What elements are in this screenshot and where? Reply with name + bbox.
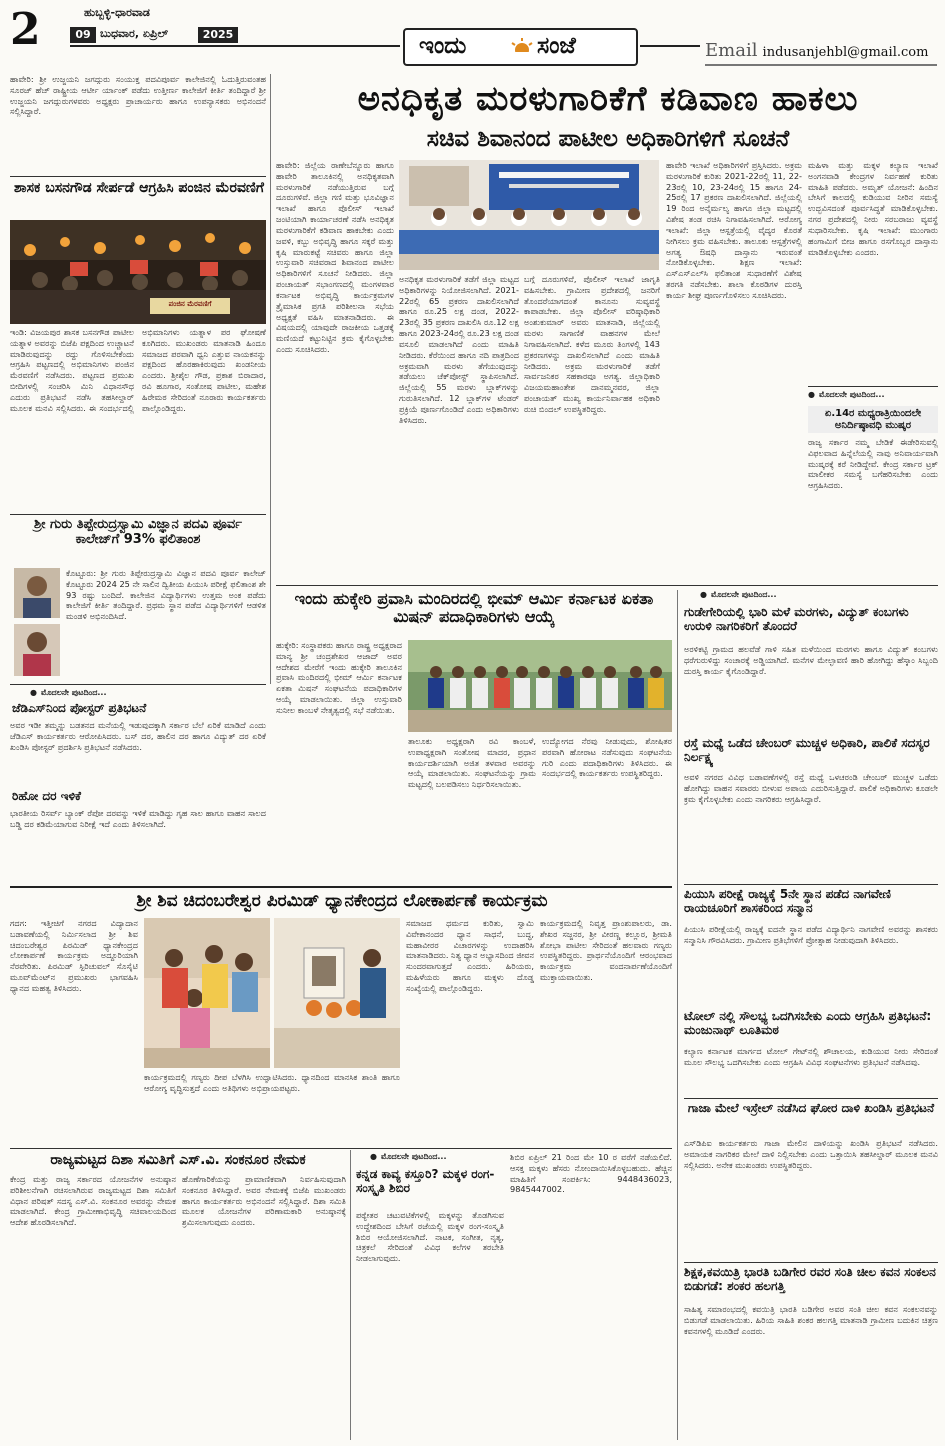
edition-label: ಹುಬ್ಬಳ್ಳಿ-ಧಾರವಾಡ [84,6,150,19]
column-divider [677,590,678,1440]
student-photo-2 [14,624,60,676]
toll-headline: ಟೋಲ್ ನಲ್ಲಿ ಸೌಲಭ್ಯ ಒದಗಿಸಬೇಕು ಎಂದು ಆಗ್ರಹಿಸಿ ಪ್ರತಿಭಟನೆ: ಮಂಜುನಾಥ್ ಲೂತಿಮಠ [684,1009,932,1037]
photo-banner-text: ಪಂಜಿನ ಮೆರವಣಿಗೆ [168,300,212,308]
strike-tag: ● ಮೊದಲನೇ ಪುಟದಿಂದ... [808,390,938,400]
header-rule-right [640,45,700,47]
sankanur-headline: ರಾಜ್ಯಮಟ್ಟದ ದಿಶಾ ಸಮಿತಿಗೆ ಎಸ್.ವಿ. ಸಂಕನೂರ ನೇಮಕ [50,1152,306,1168]
college-result-body: ಕೊಟ್ಟೂರು: ಶ್ರೀ ಗುರು ತಿಪ್ಪೇರುದ್ರಸ್ವಾಮಿ ವಿಜ್ಞಾನ ಪದವಿ ಪೂರ್ವ ಕಾಲೇಜ್ ಕೊಟ್ಟೂರು 2024 25 ನೇ ಸಾಲಿನ ದ್ವಿತೀಯ ಪಿಯುಸಿ ಪರೀಕ್ಷೆ ಫಲಿತಾಂಶ ಶೇ 93 ರಷ್ಟು ಬಂದಿದೆ. ಕಾಲೇಜಿನ ವಿದ್ಯಾರ್ಥಿಗಳು ಉತ್ತಮ ಅಂಕ ಪಡೆದು ಕಾಲೇಜಿಗೆ ಕೀರ್ತಿ ತಂದಿದ್ದಾರೆ. ಪ್ರಥಮ ಸ್ಥಾನ ಪಡೆದ ವಿದ್ಯಾರ್ಥಿಗಳಿಗೆ ಆಡಳಿತ ಮಂಡಳಿ ಅಭಿನಂದಿಸಿದೆ. [66,568,266,622]
rule [684,1262,938,1263]
torch-rally-photo [10,220,266,324]
lead-col-2: ಅನಧಿಕೃತ ಮರಳುಗಾರಿಕೆ ತಡೆಗೆ ಜಿಲ್ಲಾ ಮಟ್ಟದ ಅಧಿಕಾರಿಗಳನ್ನು ನಿಯೋಜಿಸಲಾಗಿದೆ. 2021-22ರಲ್ಲಿ 65 ಪ್ರಕರಣ ದಾಖಲಿಸಲಾಗಿದೆ ಹಾಗೂ ರೂ.25 ಲಕ್ಷ ದಂಡ, 2022-23ರಲ್ಲಿ 35 ಪ್ರಕರಣ ದಾಖಲಿಸಿ ರೂ.12 ಲಕ್ಷ ಹಾಗೂ 2023-24ರಲ್ಲಿ ರೂ.23 ಲಕ್ಷ ದಂಡ ವಸೂಲಿ ಮಾಡಲಾಗಿದೆ ಎಂದು ಮಾಹಿತಿ ನೀಡಿದರು. ಕೆರೆಯಿಂದ ಹಾಗೂ ನದಿ ಪಾತ್ರದಿಂದ ಅಕ್ರಮವಾಗಿ ಮರಳು ತೆಗೆಯುವುದನ್ನು ತಡೆಯಲು ಚೆಕ್‌ಪೋಸ್ಟ್ ಸ್ಥಾಪಿಸಲಾಗಿದೆ. ಜಿಲ್ಲೆಯಲ್ಲಿ 55 ಮರಳು ಬ್ಲಾಕ್‌ಗಳನ್ನು ಗುರುತಿಸಲಾಗಿದೆ. 12 ಬ್ಲಾಕ್‌ಗಳ ಟೆಂಡರ್ ಪ್ರಕ್ರಿಯೆ ಪೂರ್ಣಗೊಂಡಿದೆ ಎಂದು ಅಧಿಕಾರಿಗಳು ತಿಳಿಸಿದರು. [399,274,519,425]
email-address[interactable]: indusanjehbl@gmail.com [762,45,929,60]
sankanur-body-b: ಹೊಣೆಗಾರಿಕೆಯನ್ನು ಪ್ರಾಮಾಣಿಕವಾಗಿ ನಿರ್ವಹಿಸುವುದಾಗಿ ಸಂಕನೂರ ತಿಳಿಸಿದ್ದಾರೆ. ಅವರ ನೇಮಕಕ್ಕೆ ಬಿಜೆಪಿ ಮುಖಂಡರು ಹಾಗೂ ಕಾರ್ಯಕರ್ತರು ಅಭಿನಂದನೆ ಸಲ್ಲಿಸಿದ್ದಾರೆ. ದಿಶಾ ಸಮಿತಿ ಮೂಲಕ ಯೋಜನೆಗಳ ಪರಿಣಾಮಕಾರಿ ಅನುಷ್ಠಾನಕ್ಕೆ ಶ್ರಮಿಸಲಾಗುವುದು ಎಂದರು. [182,1174,346,1228]
strike-box [808,386,938,580]
yatnal-headline: ಶಾಸಕ ಬಸನಗೌಡ ಸೇರ್ಪಡೆ ಆಗ್ರಹಿಸಿ ಪಂಜಿನ ಮೆರವಣಿಗೆ [14,180,264,196]
protest-tag: ● ಮೊದಲನೇ ಪುಟದಿಂದ... [30,688,107,698]
camp-body-b: ಶಿಬಿರ ಏಪ್ರಿಲ್ 21 ರಿಂದ ಮೇ 10 ರ ವರೆಗೆ ನಡೆಯಲಿದೆ. ಆಸಕ್ತ ಮಕ್ಕಳು ಹೆಸರು ನೋಂದಾಯಿಸಿಕೊಳ್ಳಬಹುದು. ಹೆಚ್ಚಿನ ಮಾಹಿತಿಗೆ ಸಂಪರ್ಕಿಸಿ: 9448436023, 9845447002. [510,1152,672,1195]
masthead-right: ಸಂಜೆ [537,33,576,59]
pyramid-body-c: ಸಮಾಜದ ಧರ್ಮದ ಕುರಿತು, ಸ್ವಾಮಿ ವಿವೇಕಾನಂದರ ಧ್ಯಾನ ಸಾಧನೆ, ಬುದ್ಧ, ಮಹಾವೀರರ ವಿಚಾರಗಳನ್ನು ಉದಾಹರಿಸಿ ಮಾತನಾಡಿದರು. ನಿತ್ಯ ಧ್ಯಾನ ಅಭ್ಯಾಸದಿಂದ ಜೀವನ ಸುಂದರವಾಗುತ್ತದೆ ಎಂದರು. ಹಿರಿಯರು, ಮಹಿಳೆಯರು ಹಾಗೂ ಮಕ್ಕಳು ದೊಡ್ಡ ಸಂಖ್ಯೆಯಲ್ಲಿ ಪಾಲ್ಗೊಂಡಿದ್ದರು. [406,918,534,993]
header-rule-left [70,45,400,47]
date-year: 2025 [198,27,238,43]
protest-headline: ಜೆಡಿಎಸ್‌ನಿಂದ ಪೋಸ್ಟರ್ ಪ್ರತಿಭಟನೆ [12,701,147,715]
rule [684,884,938,885]
hukkeri-body-c: ಉದ್ಯೋಗದ ನೆರವು ನೀಡುವುದು, ಶೋಷಿತರ ಪರವಾಗಿ ಹೋರಾಟ ನಡೆಸುವುದು ಸಂಘಟನೆಯ ಗುರಿ ಎಂದು ಪದಾಧಿಕಾರಿಗಳು ತಿಳಿಸಿದರು. ಈ ಸಂದರ್ಭದಲ್ಲಿ ಕಾರ್ಯಕರ್ತರು ಉಪಸ್ಥಿತರಿದ್ದರು. [542,736,672,779]
pyramid-headline: ಶ್ರೀ ಶಿವ ಚಿದಂಬರೇಶ್ವರ ಪಿರಮಿಡ್ ಧ್ಯಾನಕೇಂದ್ರದ ಲೋಕಾರ್ಪಣೆ ಕಾರ್ಯಕ್ರಮ [136,891,548,911]
college-result-headline: ಶ್ರೀ ಗುರು ತಿಪ್ಪೇರುದ್ರಸ್ವಾಮಿ ವಿಜ್ಞಾನ ಪದವಿ ಪೂರ್ವ ಕಾಲೇಜ್‌ಗೆ 93% ಫಲಿತಾಂಶ [34,517,242,547]
protest-body: ಅವರ ಇಡೀ ತಮ್ಮನ್ನು ಬಡತನದ ಮನೆಯಲ್ಲಿ ಇಡುವುದಕ್ಕಾಗಿ ಸರ್ಕಾರ ಬೆಲೆ ಏರಿಕೆ ಮಾಡಿದೆ ಎಂದು ಜೆಡಿಎಸ್ ಕಾರ್ಯಕರ್ತರು ಆರೋಪಿಸಿದರು. ಬಸ್ ದರ, ಹಾಲಿನ ದರ ಹಾಗೂ ವಿದ್ಯುತ್ ದರ ಏರಿಕೆ ಖಂಡಿಸಿ ಪೋಸ್ಟರ್ ಪ್ರದರ್ಶಿಸಿ ಪ್ರತಿಭಟನೆ ನಡೆಸಿದರು. [10,720,266,752]
rule [10,684,266,685]
lead-col-4: ಹಾವೇರಿ ಇಲಾಖೆ ಅಧಿಕಾರಿಗಳಿಗೆ ಪ್ರಸ್ತಿಸಿದರು. ಅಕ್ರಮ ಮರಳುಗಾರಿಕೆ ಕುರಿತು 2021-22ರಲ್ಲಿ 11, 22-23ರಲ್ಲಿ 10, 23-24ರಲ್ಲಿ 15 ಹಾಗೂ 24-25ರಲ್ಲಿ 17 ಪ್ರಕರಣ ದಾಖಲಿಸಲಾಗಿದೆ. ಜಿಲ್ಲೆಯಲ್ಲಿ 19 ರಿಂದ ಅನೈರ್ಮಲ್ಯ ಹಾಗೂ ಜಿಲ್ಲಾ ಮಟ್ಟದಲ್ಲಿ ವಿಶೇಷ ತಂಡ ರಚಿಸಿ ನಿಗಾವಹಿಸಲಾಗಿದೆ. ಆರೋಗ್ಯ ಇಲಾಖೆ: ಜಿಲ್ಲಾ ಆಸ್ಪತ್ರೆಯಲ್ಲಿ ವೈದ್ಯರ ಕೊರತೆ ನೀಗಿಸಲು ಕ್ರಮ ವಹಿಸಬೇಕು. ತಾಲೂಕು ಆಸ್ಪತ್ರೆಗಳಲ್ಲಿ ಅಗತ್ಯ ಔಷಧಿ ದಾಸ್ತಾನು ಇರುವಂತೆ ನೋಡಿಕೊಳ್ಳಬೇಕು. ಶಿಕ್ಷಣ ಇಲಾಖೆ: ಎಸ್‌ಎಸ್‌ಎಲ್‌ಸಿ ಫಲಿತಾಂಶ ಸುಧಾರಣೆಗೆ ವಿಶೇಷ ತರಗತಿ ನಡೆಸಬೇಕು. ಶಾಲಾ ಕೊಠಡಿಗಳ ದುರಸ್ತಿ ಕಾರ್ಯ ಶೀಘ್ರ ಪೂರ್ಣಗೊಳಿಸಲು ಸೂಚಿಸಿದರು. [666,160,802,300]
gaza-body: ಎಸ್‌ಡಿಪಿಐ ಕಾರ್ಯಕರ್ತರು ಗಾಜಾ ಮೇಲಿನ ದಾಳಿಯನ್ನು ಖಂಡಿಸಿ ಪ್ರತಿಭಟನೆ ನಡೆಸಿದರು. ಅಮಾಯಕ ನಾಗರಿಕರ ಮೇಲೆ ದಾಳಿ ನಿಲ್ಲಿಸಬೇಕು ಎಂದು ಒತ್ತಾಯಿಸಿ ತಹಸೀಲ್ದಾರ್ ಮೂಲಕ ಮನವಿ ಸಲ್ಲಿಸಿದರು. ಅನೇಕ ಮುಖಂಡರು ಉಪಸ್ಥಿತರಿದ್ದರು. [684,1138,938,1170]
rule [10,1148,672,1149]
puc-headline: ಪಿಯುಸಿ ಪರೀಕ್ಷೆ ರಾಜ್ಯಕ್ಕೆ 5ನೇ ಸ್ಥಾನ ಪಡೆದ ನಾಗವೇಣಿ ರಾಯಚೂರಿಗೆ ಶಾಸಕರಿಂದ ಸನ್ಮಾನ [684,887,891,915]
camp-headline: ಕನ್ನಡ ಕಾವ್ಯ ಕಸ್ತೂರಿ? ಮಕ್ಕಳ ರಂಗ- ಸಂಸ್ಕೃತಿ ಶಿಬಿರ [356,1167,495,1195]
repo-headline: ರಿಹೋ ದರ ಇಳಿಕೆ [12,789,81,803]
pyramid-photo-1 [144,918,270,1068]
sun-logo-icon [509,37,535,57]
rule [10,176,266,177]
lead-col-1: ಹಾವೇರಿ: ಜಿಲ್ಲೆಯ ರಾಣೇಬೆನ್ನೂರು ಹಾಗೂ ಹಾವೇರಿ ತಾಲೂಕಿನಲ್ಲಿ ಅನಧಿಕೃತವಾಗಿ ಮರಳುಗಾರಿಕೆ ನಡೆಯುತ್ತಿರುವ ಬಗ್ಗೆ ದೂರುಗಳಿವೆ. ಜಿಲ್ಲಾ ಗಣಿ ಮತ್ತು ಭೂವಿಜ್ಞಾನ ಇಲಾಖೆ ಹಾಗೂ ಪೊಲೀಸ್ ಇಲಾಖೆ ಜಂಟಿಯಾಗಿ ಕಾರ್ಯಾಚರಣೆ ನಡೆಸಿ ಅನಧಿಕೃತ ಮರಳುಗಾರಿಕೆಗೆ ಕಡಿವಾಣ ಹಾಕಬೇಕು ಎಂದು ಜವಳಿ, ಕಬ್ಬು ಅಭಿವೃದ್ಧಿ ಹಾಗೂ ಸಕ್ಕರೆ ಮತ್ತು ಕೃಷಿ ಮಾರುಕಟ್ಟೆ ಸಚಿವರು ಹಾಗೂ ಜಿಲ್ಲಾ ಉಸ್ತುವಾರಿ ಸಚಿವರಾದ ಶಿವಾನಂದ ಪಾಟೀಲ ಅಧಿಕಾರಿಗಳಿಗೆ ಸೂಚನೆ ನೀಡಿದರು. ಜಿಲ್ಲಾ ಪಂಚಾಯತ್ ಸಭಾಂಗಣದಲ್ಲಿ ಮಂಗಳವಾರ ಕರ್ನಾಟಕ ಅಭಿವೃದ್ಧಿ ಕಾರ್ಯಕ್ರಮಗಳ ತ್ರೈಮಾಸಿಕ ಪ್ರಗತಿ ಪರಿಶೀಲನಾ ಸಭೆಯ ಅಧ್ಯಕ್ಷತೆ ವಹಿಸಿ ಮಾತನಾಡಿದರು. ಈ ವಿಷಯದಲ್ಲಿ ಯಾವುದೇ ರಾಜಕೀಯ ಒತ್ತಡಕ್ಕೆ ಮಣಿಯದೆ ಕಟ್ಟುನಿಟ್ಟಿನ ಕ್ರಮ ಕೈಗೊಳ್ಳಬೇಕು ಎಂದು ಸೂಚಿಸಿದರು. [276,160,394,355]
rule [276,585,938,586]
yatnal-body: ಇಂಡಿ: ವಿಜಯಪುರ ಶಾಸಕ ಬಸನಗೌಡ ಪಾಟೀಲ ಯತ್ನಾಳ ಅವರನ್ನು ಬಿಜೆಪಿ ಪಕ್ಷದಿಂದ ಉಚ್ಚಾಟನೆ ಮಾಡಿರುವುದನ್ನು ರದ್ದು ಗೊಳಿಸಬೇಕೆಂದು ಆಗ್ರಹಿಸಿ ಪಟ್ಟಣದಲ್ಲಿ ಅಭಿಮಾನಿಗಳು ಪಂಜಿನ ಮೆರವಣಿಗೆ ನಡೆಸಿದರು. ಪಟ್ಟಣದ ಪ್ರಮುಖ ಬೀದಿಗಳಲ್ಲಿ ಸಂಚರಿಸಿ ಮಿನಿ ವಿಧಾನಸೌಧ ಎದುರು ಪ್ರತಿಭಟನೆ ನಡೆಸಿ ತಹಸೀಲ್ದಾರ್ ಮೂಲಕ ಮನವಿ ಸಲ್ಲಿಸಿದರು. ಈ ಸಂದರ್ಭದಲ್ಲಿ ಅಭಿಮಾನಿಗಳು ಯತ್ನಾಳ ಪರ ಘೋಷಣೆ ಕೂಗಿದರು. ಮುಖಂಡರು ಮಾತನಾಡಿ ಹಿಂದೂ ಸಮಾಜದ ಪರವಾಗಿ ಧ್ವನಿ ಎತ್ತುವ ನಾಯಕನನ್ನು ಪಕ್ಷದಿಂದ ಹೊರಹಾಕಿರುವುದು ಖಂಡನೀಯ ಎಂದರು. ಶ್ರೀಶೈಲ ಗೌಡ, ಪ್ರಕಾಶ ಬಿರಾದಾರ, ರವಿ ಹೂಗಾರ, ಸಂತೋಷ ಪಾಟೀಲ, ಮಹೇಶ ಹಿರೇಮಠ ಸೇರಿದಂತೆ ನೂರಾರು ಕಾರ್ಯಕರ್ತರು ಪಾಲ್ಗೊಂಡಿದ್ದರು. [10,327,266,413]
right-tag: ● ಮೊದಲನೇ ಪುಟದಿಂದ... [700,590,777,600]
pyramid-body-d: ಕಾರ್ಯಕ್ರಮದಲ್ಲಿ ನಿವೃತ್ತ ಪ್ರಾಂಶುಪಾಲರು, ಡಾ. ಶೇಖರ ಸಜ್ಜನರ, ಶ್ರೀ ವೀರಣ್ಣ ಕಲ್ಲೂರ, ಶ್ರೀಮತಿ ಶೋಭಾ ಪಾಟೀಲ ಸೇರಿದಂತೆ ಹಲವಾರು ಗಣ್ಯರು ಉಪಸ್ಥಿತರಿದ್ದರು. ಪ್ರಾರ್ಥನೆಯೊಂದಿಗೆ ಆರಂಭವಾದ ಕಾರ್ಯಕ್ರಮ ವಂದನಾರ್ಪಣೆಯೊಂದಿಗೆ ಮುಕ್ತಾಯವಾಯಿತು. [540,918,672,983]
group-photo [408,640,672,732]
masthead-left: ಇಂದು [419,33,467,59]
sankanur-body-a: ಕೇಂದ್ರ ಮತ್ತು ರಾಜ್ಯ ಸರ್ಕಾರದ ಯೋಜನೆಗಳ ಅನುಷ್ಠಾನ ಪರಿಶೀಲನೆಗಾಗಿ ರಚಿಸಲಾಗಿರುವ ರಾಜ್ಯಮಟ್ಟದ ದಿಶಾ ಸಮಿತಿಗೆ ವಿಧಾನ ಪರಿಷತ್ ಸದಸ್ಯ ಎಸ್.ವಿ. ಸಂಕನೂರ ಅವರನ್ನು ನೇಮಕ ಮಾಡಲಾಗಿದೆ. ಕೇಂದ್ರ ಗ್ರಾಮೀಣಾಭಿವೃದ್ಧಿ ಸಚಿವಾಲಯದಿಂದ ಆದೇಶ ಹೊರಡಿಸಲಾಗಿದೆ. [10,1174,176,1228]
student-photo-1 [14,568,60,618]
chamber-body: ಅವಳಿ ನಗರದ ವಿವಿಧ ಬಡಾವಣೆಗಳಲ್ಲಿ ರಸ್ತೆ ಮಧ್ಯೆ ಒಳಚರಂಡಿ ಚೇಂಬರ್ ಮುಚ್ಚಳ ಒಡೆದು ಹೋಗಿದ್ದು ವಾಹನ ಸವಾರರು ಬೀಳುವ ಅಪಾಯ ಎದುರಿಸುತ್ತಿದ್ದಾರೆ. ಪಾಲಿಕೆ ಅಧಿಕಾರಿಗಳು ಕೂಡಲೇ ಕ್ರಮ ಕೈಗೊಳ್ಳಬೇಕು ಎಂದು ನಾಗರಿಕರು ಆಗ್ರಹಿಸಿದ್ದಾರೆ. [684,772,938,804]
toll-body: ಕಲ್ಯಾಣ ಕರ್ನಾಟಕ ಮಾರ್ಗದ ಟೋಲ್ ಗೇಟ್‌ನಲ್ಲಿ ಶೌಚಾಲಯ, ಕುಡಿಯುವ ನೀರು ಸೇರಿದಂತೆ ಮೂಲ ಸೌಲಭ್ಯ ಒದಗಿಸಬೇಕು ಎಂದು ಆಗ್ರಹಿಸಿ ವಿವಿಧ ಸಂಘಟನೆಗಳು ಪ್ರತಿಭಟನೆ ನಡೆಸಿದವು. [684,1046,938,1067]
haveri-intro: ಹಾವೇರಿ: ಶ್ರೀ ಉಜ್ಜಯನಿ ಜಗದ್ಗುರು ಸಂಯುಕ್ತ ಪದವಿಪೂರ್ವ ಕಾಲೇಜಿನಲ್ಲಿ ಓದುತ್ತಿರುವಂತಹ ಸೂರಜ್ ಹೆಚ್ ರಾಷ್ಟ್ರೀಯ ಆರ್ಟೀ ರ್ಯಾಂಕ್ ಪಡೆದು ಉತ್ತೀರ್ಣ ಕಾಲೇಜಿಗೆ ಕೀರ್ತಿ ತಂದಿದ್ದಾರೆ ಶ್ರೀ ಉಜ್ಜಯನಿ ಜಗದ್ಗುರುಗಳವರು ಅಧ್ಯಕ್ಷರು ಪ್ರಾಚಾರ್ಯರು ಹಾಗೂ ಉಪನ್ಯಾಸಕರು ಅಭಿನಂದನೆ ಸಲ್ಲಿಸಿದ್ದಾರೆ. [10,74,266,117]
hukkeri-body-b: ತಾಲೂಕು ಅಧ್ಯಕ್ಷರಾಗಿ ರವಿ ಕಾಂಬಳೆ, ಉಪಾಧ್ಯಕ್ಷರಾಗಿ ಸಂತೋಷ ಮಾದರ, ಪ್ರಧಾನ ಕಾರ್ಯದರ್ಶಿಯಾಗಿ ಅಜಿತ ತಳವಾರ ಅವರನ್ನು ಆಯ್ಕೆ ಮಾಡಲಾಯಿತು. ಸಂಘಟನೆಯನ್ನು ಗ್ರಾಮ ಮಟ್ಟದಲ್ಲಿ ಬಲಪಡಿಸಲು ನಿರ್ಧರಿಸಲಾಯಿತು. [408,736,536,790]
gaza-headline: ಗಾಜಾ ಮೇಲೆ ಇಸ್ರೇಲ್ ನಡೆಸಿದ ಘೋರ ದಾಳಿ ಖಂಡಿಸಿ ಪ್ರತಿಭಟನೆ [687,1101,935,1115]
hukkeri-body-a: ಹುಕ್ಕೇರಿ: ಸಂಸ್ಥಾಪಕರು ಹಾಗೂ ರಾಷ್ಟ್ರ ಅಧ್ಯಕ್ಷರಾದ ಮಾನ್ಯ ಶ್ರೀ ಚಂದ್ರಶೇಖರ ಆಜಾದ್ ಅವರ ಆದೇಶದ ಮೇರೆಗೆ ಇಂದು ಹುಕ್ಕೇರಿ ತಾಲೂಕಿನ ಪ್ರವಾಸಿ ಮಂದಿರದಲ್ಲಿ ಭೀಮ್ ಆರ್ಮಿ ಕರ್ನಾಟಕ ಏಕತಾ ಮಿಷನ್ ಸಂಘಟನೆಯ ಪದಾಧಿಕಾರಿಗಳ ಆಯ್ಕೆ ಮಾಡಲಾಯಿತು. ಜಿಲ್ಲಾ ಉಸ್ತುವಾರಿ ಸುನೀಲ ಕಾಂಬಳೆ ನೇತೃತ್ವದಲ್ಲಿ ಸಭೆ ನಡೆಯಿತು. [276,640,402,715]
strike-headline: ಏ.14ರ ಮಧ್ಯರಾತ್ರಿಯಿಂದಲೇ ಅನಿರ್ದಿಷ್ಠಾವಧಿ ಮುಷ್ಕರ [808,406,938,433]
strike-body: ರಾಜ್ಯ ಸರ್ಕಾರ ನಮ್ಮ ಬೇಡಿಕೆ ಈಡೇರಿಸುವಲ್ಲಿ ವಿಫಲವಾದ ಹಿನ್ನೆಲೆಯಲ್ಲಿ ನಾವು ಅನಿವಾರ್ಯವಾಗಿ ಮುಷ್ಕರಕ್ಕೆ ಕರೆ ನೀಡಿದ್ದೇವೆ. ಕೇಂದ್ರ ಸರ್ಕಾರ ಟ್ರಕ್ ಮಾಲೀಕರ ಸಮಸ್ಯೆ ಬಗೆಹರಿಸಬೇಕು ಎಂದು ಆಗ್ರಹಿಸಿದರು. [808,437,938,491]
email-label: Email [705,40,758,61]
lead-col-5: ಮಹಿಳಾ ಮತ್ತು ಮಕ್ಕಳ ಕಲ್ಯಾಣ ಇಲಾಖೆ ಅಂಗನವಾಡಿ ಕೇಂದ್ರಗಳ ನಿರ್ವಹಣೆ ಕುರಿತು ಮಾಹಿತಿ ಪಡೆದರು. ಅಮೃತ್ ಯೋಜನೆ: ಹಿಂದಿನ ಬೇಸಿಗೆ ಕಾಲದಲ್ಲಿ ಕುಡಿಯುವ ನೀರಿನ ಸಮಸ್ಯೆ ಉದ್ಭವಿಸದಂತೆ ಪೂರ್ವಸಿದ್ಧತೆ ಮಾಡಿಕೊಳ್ಳಬೇಕು. ನಗರ ಪ್ರದೇಶದಲ್ಲಿ ನೀರು ಸರಬರಾಜು ವ್ಯವಸ್ಥೆ ಸುಧಾರಿಸಬೇಕು. ಕೃಷಿ ಇಲಾಖೆ: ಮುಂಗಾರು ಹಂಗಾಮಿಗೆ ಬೀಜ ಹಾಗೂ ರಸಗೊಬ್ಬರ ದಾಸ್ತಾನು ಮಾಡಿಕೊಳ್ಳಬೇಕು ಎಂದರು. [808,160,938,257]
email-block [705,40,928,61]
chamber-headline: ರಸ್ತೆ ಮಧ್ಯೆ ಒಡೆದ ಚೇಂಬರ್ ಮುಚ್ಚಳ ಅಧಿಕಾರಿ, ಪಾಲಿಕೆ ಸದಸ್ಯರ ನಿರ್ಲಕ್ಷ್ಯ [684,736,930,764]
column-divider [270,74,271,684]
camp-tag: ● ಮೊದಲನೇ ಪುಟದಿಂದ... [370,1152,447,1162]
pyramid-body-b: ಕಾರ್ಯಕ್ರಮದಲ್ಲಿ ಗಣ್ಯರು ದೀಪ ಬೆಳಗಿಸಿ ಉದ್ಘಾಟಿಸಿದರು. ಧ್ಯಾನದಿಂದ ಮಾನಸಿಕ ಶಾಂತಿ ಹಾಗೂ ಆರೋಗ್ಯ ವೃದ್ಧಿಸುತ್ತದೆ ಎಂದು ಅತಿಥಿಗಳು ಅಭಿಪ್ರಾಯಪಟ್ಟರು. [144,1072,400,1093]
repo-body: ಭಾರತೀಯ ರಿಸರ್ವ್ ಬ್ಯಾಂಕ್ ರೆಪೋ ದರವನ್ನು ಇಳಿಕೆ ಮಾಡಿದ್ದು ಗೃಹ ಸಾಲ ಹಾಗೂ ವಾಹನ ಸಾಲದ ಬಡ್ಡಿ ದರ ಕಡಿಮೆಯಾಗುವ ನಿರೀಕ್ಷೆ ಇದೆ ಎಂದು ತಿಳಿಸಲಾಗಿದೆ. [10,808,266,829]
rule [10,886,672,888]
hukkeri-headline: ಇಂದು ಹುಕ್ಕೇರಿ ಪ್ರವಾಸಿ ಮಂದಿರದಲ್ಲಿ ಭೀಮ್ ಆರ್ಮಿ ಕರ್ನಾಟಕ ಏಕತಾ ಮಿಷನ್ ಪದಾಧಿಕಾರಿಗಳು ಆಯ್ಕೆ [294,589,654,627]
poetry-book-headline: ಶಿಕ್ಷಕ,ಕವಯಿತ್ರಿ ಭಾರತಿ ಬಡಿಗೇರ ರವರ ಸಂತಿ ಚೀಲ ಕವನ ಸಂಕಲನ ಬಿಡುಗಡೆ: ಶಂಕರ ಹಲಗತ್ತಿ [684,1265,936,1293]
rain-body: ಅರಳಿಕಟ್ಟಿ ಗ್ರಾಮದ ಹಲವೆಡೆ ಗಾಳಿ ಸಹಿತ ಮಳೆಯಿಂದ ಮರಗಳು ಹಾಗೂ ವಿದ್ಯುತ್ ಕಂಬಗಳು ಧರೆಗುರುಳಿದ್ದು ಸಂಚಾರಕ್ಕೆ ಅಡ್ಡಿಯಾಗಿದೆ. ಮನೆಗಳ ಮೇಲ್ಛಾವಣಿ ಹಾರಿ ಹೋಗಿದ್ದು ಹೆಸ್ಕಾಂ ಸಿಬ್ಬಂದಿ ದುರಸ್ತಿ ಕಾರ್ಯ ಕೈಗೊಂಡಿದ್ದಾರೆ. [684,644,938,676]
lead-headline: ಅನಧಿಕೃತ ಮರಳುಗಾರಿಕೆಗೆ ಕಡಿವಾಣ ಹಾಕಲು [357,79,859,119]
meeting-photo [399,160,659,270]
pyramid-photo-2 [274,918,400,1068]
column-divider [350,1150,351,1440]
date-number: 09 [70,27,96,43]
pyramid-body-a: ಗದಗ: ಇತ್ತೀಚಿಗೆ ನಗರದ ವಿದ್ಯಾದಾನ ಬಡಾವಣೆಯಲ್ಲಿ ನಿರ್ಮಿಸಲಾದ ಶ್ರೀ ಶಿವ ಚಿದಂಬರೇಶ್ವರ ಪಿರಮಿಡ್ ಧ್ಯಾನಕೇಂದ್ರದ ಲೋಕಾರ್ಪಣೆ ಕಾರ್ಯಕ್ರಮ ಅದ್ದೂರಿಯಾಗಿ ನೆರವೇರಿತು. ಪಿರಮಿಡ್ ಸ್ಪಿರಿಚುವಲ್ ಸೊಸೈಟಿ ಮೂವ್‌ಮೆಂಟ್‌ನ ಪ್ರಮುಖರು ಭಾಗವಹಿಸಿ ಧ್ಯಾನದ ಮಹತ್ವ ತಿಳಿಸಿದರು. [10,918,138,993]
page-number: 2 [10,4,41,55]
lead-col-3: ಬಗ್ಗೆ ದೂರುಗಳಿವೆ, ಪೊಲೀಸ್ ಇಲಾಖೆ ಜಾಗೃತಿ ವಹಿಸಬೇಕು. ಗ್ರಾಮೀಣ ಪ್ರದೇಶದಲ್ಲಿ ಜನರಿಗೆ ತೊಂದರೆಯಾಗದಂತೆ ಕಾನೂನು ಸುವ್ಯವಸ್ಥೆ ಕಾಪಾಡಬೇಕು. ಜಿಲ್ಲಾ ಪೊಲೀಸ್ ವರಿಷ್ಠಾಧಿಕಾರಿ ಅಂಶುಕುಮಾರ್ ಅವರು ಮಾತನಾಡಿ, ಜಿಲ್ಲೆಯಲ್ಲಿ ಮರಳು ಸಾಗಾಣಿಕೆ ವಾಹನಗಳ ಮೇಲೆ ನಿಗಾವಹಿಸಲಾಗಿದೆ. ಕಳೆದ ಮೂರು ತಿಂಗಳಲ್ಲಿ 143 ಪ್ರಕರಣಗಳನ್ನು ದಾಖಲಿಸಲಾಗಿದೆ ಎಂದು ಮಾಹಿತಿ ನೀಡಿದರು. ಅಕ್ರಮ ಮರಳುಗಾರಿಕೆ ತಡೆಗೆ ಸಾರ್ವಜನಿಕರ ಸಹಕಾರವೂ ಅಗತ್ಯ. ಜಿಲ್ಲಾಧಿಕಾರಿ ವಿಜಯಮಹಾಂತೇಶ ದಾನಮ್ಮನವರ, ಜಿಲ್ಲಾ ಪಂಚಾಯತ್ ಮುಖ್ಯ ಕಾರ್ಯನಿರ್ವಾಹಕ ಅಧಿಕಾರಿ ರುಚಿ ಬಿಂದಲ್ ಉಪಸ್ಥಿತರಿದ್ದರು. [524,274,660,414]
poetry-book-body: ಸಾಹಿತ್ಯ ಸಮಾರಂಭದಲ್ಲಿ ಕವಯಿತ್ರಿ ಭಾರತಿ ಬಡಿಗೇರ ಅವರ ಸಂತಿ ಚೀಲ ಕವನ ಸಂಕಲನವನ್ನು ಬಿಡುಗಡೆ ಮಾಡಲಾಯಿತು. ಹಿರಿಯ ಸಾಹಿತಿ ಶಂಕರ ಹಲಗತ್ತಿ ಮಾತನಾಡಿ ಗ್ರಾಮೀಣ ಬದುಕಿನ ಚಿತ್ರಣ ಕವನಗಳಲ್ಲಿ ಮೂಡಿದೆ ಎಂದರು. [684,1304,938,1336]
camp-body-a: ಪಠ್ಯೇತರ ಚಟುವಟಿಕೆಗಳಲ್ಲಿ ಮಕ್ಕಳನ್ನು ತೊಡಗಿಸುವ ಉದ್ದೇಶದಿಂದ ಬೇಸಿಗೆ ರಜೆಯಲ್ಲಿ ಮಕ್ಕಳ ರಂಗ-ಸಂಸ್ಕೃತಿ ಶಿಬಿರ ಆಯೋಜಿಸಲಾಗಿದೆ. ನಾಟಕ, ಸಂಗೀತ, ನೃತ್ಯ, ಚಿತ್ರಕಲೆ ಸೇರಿದಂತೆ ವಿವಿಧ ಕಲೆಗಳ ತರಬೇತಿ ನೀಡಲಾಗುವುದು. [356,1210,504,1264]
lead-subhead: ಸಚಿವ ಶಿವಾನಂದ ಪಾಟೀಲ ಅಧಿಕಾರಿಗಳಿಗೆ ಸೂಚನೆ [426,126,790,152]
rain-headline: ಗುಡೇಗೇರಿಯಲ್ಲಿ ಭಾರಿ ಮಳೆ ಮರಗಳು, ವಿದ್ಯುತ್ ಕಂಬಗಳು ಉರುಳಿ ನಾಗರಿಕರಿಗೆ ತೊಂದರೆ [684,605,909,633]
page-header [0,0,945,70]
masthead [403,28,638,66]
date-weekday: ಬುಧವಾರ, ಏಪ್ರಿಲ್ [100,27,169,40]
rule [684,1098,938,1099]
header-rule-email [705,64,937,66]
rule [10,514,266,515]
puc-body: ಪಿಯುಸಿ ಪರೀಕ್ಷೆಯಲ್ಲಿ ರಾಜ್ಯಕ್ಕೆ ಐದನೇ ಸ್ಥಾನ ಪಡೆದ ವಿದ್ಯಾರ್ಥಿನಿ ನಾಗವೇಣಿ ಅವರನ್ನು ಶಾಸಕರು ಸನ್ಮಾನಿಸಿ ಗೌರವಿಸಿದರು. ಗ್ರಾಮೀಣ ಪ್ರತಿಭೆಗಳಿಗೆ ಪ್ರೋತ್ಸಾಹ ನೀಡುವುದಾಗಿ ತಿಳಿಸಿದರು. [684,924,938,945]
